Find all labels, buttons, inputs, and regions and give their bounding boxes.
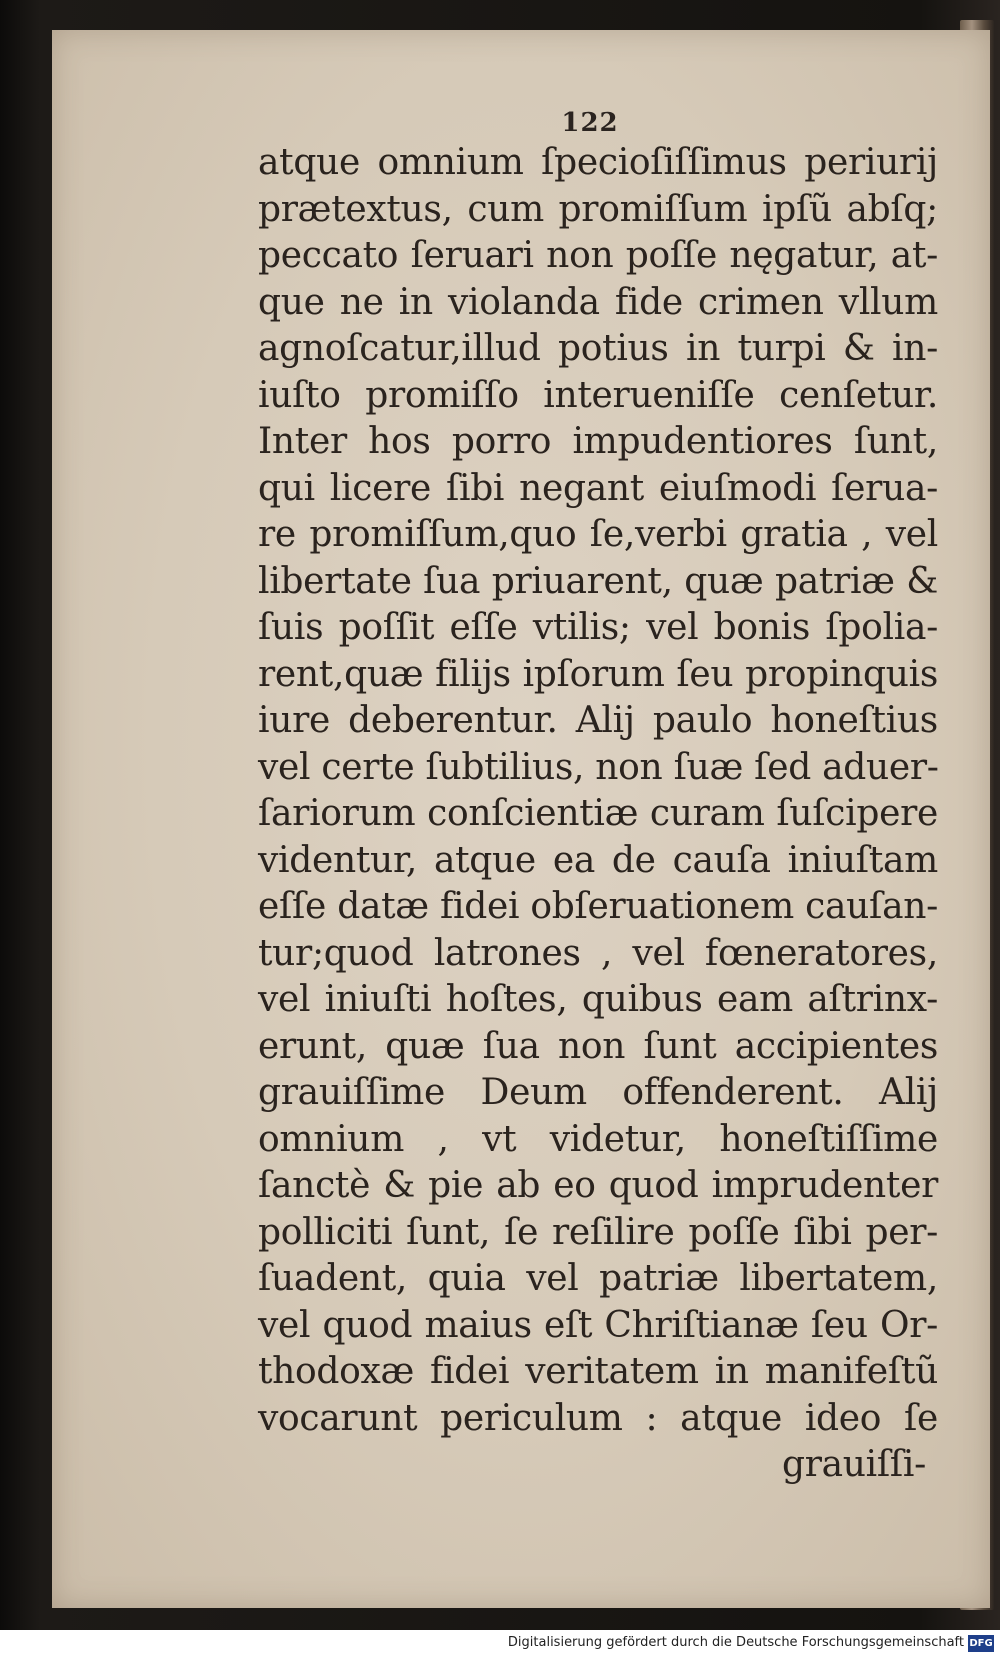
- text-line: polliciti ſunt, ſe reſilire poſſe ſibi per-: [258, 1211, 938, 1253]
- dfg-logo-icon: DFG: [968, 1635, 994, 1652]
- text-line: ſanctè & pie ab eo quod imprudenter: [258, 1165, 938, 1206]
- page-number: 122: [561, 108, 619, 138]
- text-line: videntur, atque ea de cauſa iniuſtam: [258, 839, 938, 881]
- text-line: ſuis poſſit eſſe vtilis; vel bonis ſpolia-: [258, 607, 938, 648]
- text-line: vel certe ſubtilius, non ſuæ ſed aduer-: [258, 746, 939, 788]
- text-line: omnium , vt videtur, honeſtiſſime: [258, 1118, 938, 1160]
- text-line: que ne in violanda fide crimen vllum: [258, 281, 938, 323]
- footer-bar: [0, 1630, 1000, 1658]
- text-line: iure deberentur. Alij paulo honeſtius: [258, 700, 938, 741]
- funding-credit: Digitalisierung gefördert durch die Deutsche Forschungsgemeinschaft: [507, 1635, 964, 1650]
- text-line: re promiſſum,quo ſe,verbi gratia , vel: [258, 514, 938, 555]
- text-line: rent,quæ filijs ipſorum ſeu propinquis: [258, 653, 938, 695]
- text-block: [258, 140, 938, 1489]
- text-line: ſuadent, quia vel patriæ libertatem,: [258, 1258, 938, 1299]
- text-line: vocarunt periculum : atque ideo ſe: [258, 1397, 938, 1439]
- text-line: agnoſcatur,illud potius in turpi & in-: [258, 328, 938, 369]
- text-line: thodoxæ fidei veritatem in manifeſtũ: [258, 1351, 938, 1392]
- text-line: prætextus, cum promiſſum ipſũ abſq;: [258, 188, 938, 230]
- text-line: vel iniuſti hoſtes, quibus eam aſtrinx-: [258, 979, 938, 1020]
- text-line: Inter hos porro impudentiores ſunt,: [258, 421, 938, 462]
- text-line: atque omnium ſpecioſiſſimus periurij: [258, 142, 938, 183]
- text-line: tur;quod latrones , vel fœneratores,: [258, 932, 938, 974]
- catchword: grauiſſi-: [781, 1444, 926, 1485]
- text-line: qui licere ſibi negant eiuſmodi ſerua-: [258, 467, 938, 509]
- text-line: iuſto promiſſo interueniſſe cenſetur.: [258, 374, 938, 416]
- text-line: eſſe datæ fidei obſeruationem cauſan-: [258, 886, 938, 927]
- text-line: ſariorum conſcientiæ curam ſuſcipere: [258, 793, 938, 834]
- text-line: erunt, quæ ſua non ſunt accipientes: [258, 1025, 938, 1067]
- text-line: peccato ſeruari non poſſe nęgatur, at-: [258, 235, 938, 276]
- text-line: libertate ſua priuarent, quæ patriæ &: [258, 560, 938, 602]
- text-line: grauiſſime Deum offenderent. Alij: [258, 1072, 938, 1113]
- text-line: vel quod maius eſt Chriſtianæ ſeu Or-: [258, 1304, 938, 1346]
